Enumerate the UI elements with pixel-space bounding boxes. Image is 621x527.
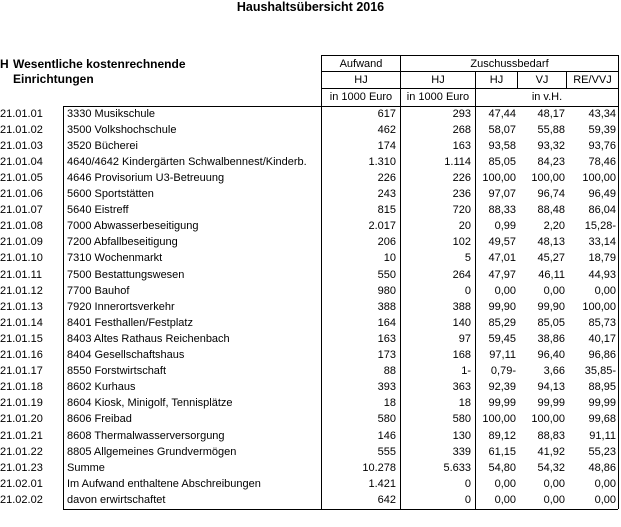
row-percent-hj: 54,80 — [488, 461, 516, 474]
row-name: Im Aufwand enthaltene Abschreibungen — [67, 477, 261, 490]
row-percent-vj: 55,88 — [537, 123, 565, 136]
row-aufwand: 173 — [377, 349, 396, 361]
row-percent-hj: 99,99 — [488, 397, 516, 410]
row-zuschuss-hj: 1- — [461, 365, 471, 378]
row-percent-revvj: 93,76 — [588, 139, 616, 152]
row-name: 8401 Festhallen/Festplatz — [67, 316, 193, 329]
row-aufwand: 462 — [377, 123, 396, 136]
row-percent-hj: 85,05 — [488, 155, 516, 168]
header-vj: VJ — [535, 74, 549, 86]
row-percent-vj: 38,86 — [537, 332, 565, 345]
row-percent-revvj: 33,14 — [588, 236, 616, 249]
row-name: 4640/4642 Kindergärten Schwalbennest/Kinderb. — [67, 155, 307, 168]
body-bottom-line — [63, 509, 618, 510]
row-code: 21.01.16 — [0, 349, 43, 361]
row-aufwand: 393 — [377, 381, 396, 394]
row-percent-revvj: 96,49 — [588, 188, 616, 200]
row-percent-hj: 49,57 — [488, 236, 516, 249]
row-aufwand: 243 — [377, 188, 396, 200]
row-aufwand: 642 — [377, 493, 396, 506]
row-zuschuss-hj: 363 — [452, 381, 471, 394]
row-percent-vj: 0,00 — [543, 477, 565, 490]
row-percent-vj: 41,92 — [537, 445, 565, 458]
row-zuschuss-hj: 0 — [464, 477, 471, 490]
row-aufwand: 2.017 — [368, 220, 396, 233]
row-percent-vj: 99,99 — [537, 397, 565, 410]
row-code: 21.01.10 — [0, 252, 43, 265]
row-zuschuss-hj: 97 — [458, 332, 471, 345]
col-line-aufwand — [400, 55, 401, 509]
section-heading-line2: Einrichtungen — [13, 72, 94, 86]
row-percent-hj: 93,58 — [488, 139, 516, 152]
row-percent-vj: 88,48 — [537, 204, 565, 217]
row-percent-revvj: 99,99 — [588, 397, 616, 410]
row-percent-revvj: 18,79 — [588, 252, 616, 265]
row-percent-hj: 0,00 — [494, 284, 516, 297]
row-code: 21.01.20 — [0, 413, 43, 426]
header-hj-percent: HJ — [489, 74, 504, 86]
header-unit-zuschuss: in 1000 Euro — [406, 91, 470, 103]
row-code: 21.01.21 — [0, 429, 43, 442]
row-percent-hj: 58,07 — [488, 123, 516, 136]
row-percent-hj: 47,97 — [488, 268, 516, 281]
row-percent-hj: 88,33 — [488, 204, 516, 217]
row-name: Summe — [67, 461, 105, 474]
row-code: 21.01.07 — [0, 204, 43, 217]
row-zuschuss-hj: 20 — [458, 220, 471, 233]
header-top-line — [321, 55, 618, 56]
row-aufwand: 146 — [377, 429, 396, 442]
row-code: 21.01.14 — [0, 316, 43, 329]
row-name: 8404 Gesellschaftshaus — [67, 349, 185, 361]
page-title: Haushaltsübersicht 2016 — [236, 0, 385, 14]
row-aufwand: 10 — [383, 252, 396, 265]
row-name: 8805 Allgemeines Grundvermögen — [67, 445, 237, 458]
row-percent-revvj: 88,95 — [588, 381, 616, 394]
row-name: 8606 Freibad — [67, 413, 132, 426]
row-percent-revvj: 86,04 — [588, 204, 616, 217]
row-code: 21.01.01 — [0, 107, 43, 120]
row-zuschuss-hj: 18 — [458, 397, 471, 410]
row-name: 3500 Volkshochschule — [67, 123, 177, 136]
row-name: 7920 Innerortsverkehr — [67, 300, 175, 313]
row-zuschuss-hj: 140 — [452, 316, 471, 329]
row-name: 7310 Wochenmarkt — [67, 252, 163, 265]
row-percent-vj: 46,11 — [538, 268, 565, 281]
row-percent-hj: 100,00 — [482, 413, 516, 426]
row-code: 21.02.02 — [0, 493, 43, 506]
row-percent-vj: 96,40 — [537, 349, 565, 361]
header-mid-line — [321, 71, 618, 72]
row-aufwand: 226 — [377, 171, 396, 184]
row-zuschuss-hj: 339 — [452, 445, 471, 458]
header-unit-aufwand: in 1000 Euro — [329, 91, 393, 103]
row-name: 8403 Altes Rathaus Reichenbach — [67, 332, 230, 345]
row-percent-revvj: 100,00 — [582, 300, 616, 313]
row-name: 4646 Provisorium U3-Betreuung — [67, 171, 225, 184]
row-aufwand: 617 — [377, 107, 396, 120]
section-letter: H — [0, 57, 9, 71]
row-percent-revvj: 0,00 — [594, 284, 616, 297]
row-code: 21.02.01 — [0, 477, 43, 490]
header-revvj: RE/VVJ — [573, 74, 612, 86]
row-percent-hj: 0,00 — [494, 493, 516, 506]
row-percent-revvj: 55,23 — [588, 445, 616, 458]
row-percent-hj: 59,45 — [488, 332, 516, 345]
row-aufwand: 388 — [377, 300, 396, 313]
row-zuschuss-hj: 268 — [452, 123, 471, 136]
row-percent-vj: 48,17 — [537, 107, 565, 120]
row-zuschuss-hj: 293 — [452, 107, 471, 120]
row-name: 7700 Bauhof — [67, 284, 130, 297]
row-zuschuss-hj: 130 — [452, 429, 471, 442]
row-aufwand: 174 — [377, 139, 396, 152]
row-zuschuss-hj: 168 — [452, 349, 471, 361]
row-percent-revvj: 0,00 — [594, 477, 616, 490]
row-aufwand: 10.278 — [362, 461, 396, 474]
row-zuschuss-hj: 0 — [464, 493, 471, 506]
row-percent-hj: 0,79- — [490, 365, 516, 378]
row-code: 21.01.04 — [0, 155, 43, 168]
header-unit-percent: in v.H. — [531, 91, 563, 103]
row-code: 21.01.11 — [0, 268, 43, 281]
row-code: 21.01.06 — [0, 188, 43, 200]
row-name: 5600 Sportstätten — [67, 188, 154, 200]
header-hj-aufwand: HJ — [354, 74, 368, 86]
row-percent-revvj: 15,28- — [584, 220, 616, 233]
row-code: 21.01.13 — [0, 300, 43, 313]
row-percent-vj: 0,00 — [543, 284, 565, 297]
row-code: 21.01.08 — [0, 220, 43, 233]
row-percent-revvj: 35,85- — [584, 365, 616, 378]
row-percent-vj: 96,74 — [537, 188, 565, 200]
row-aufwand: 163 — [377, 332, 396, 345]
row-name: 3520 Bücherei — [67, 139, 138, 152]
row-aufwand: 18 — [383, 397, 396, 410]
row-percent-vj: 99,90 — [537, 300, 565, 313]
header-aufwand: Aufwand — [339, 58, 383, 70]
row-zuschuss-hj: 163 — [452, 139, 471, 152]
row-code: 21.01.02 — [0, 123, 43, 136]
row-percent-revvj: 100,00 — [582, 171, 616, 184]
row-percent-hj: 47,01 — [488, 252, 516, 265]
row-code: 21.01.09 — [0, 236, 43, 249]
row-percent-revvj: 85,73 — [588, 316, 616, 329]
row-percent-revvj: 48,86 — [588, 461, 616, 474]
row-aufwand: 1.421 — [368, 477, 396, 490]
row-percent-vj: 2,20 — [543, 220, 565, 233]
row-percent-revvj: 99,68 — [588, 413, 616, 426]
row-aufwand: 555 — [377, 445, 396, 458]
row-name: 7500 Bestattungswesen — [67, 268, 185, 281]
col-line-left — [63, 106, 64, 509]
row-zuschuss-hj: 580 — [452, 413, 471, 426]
header-hj-zuschuss: HJ — [431, 74, 445, 86]
row-percent-revvj: 43,34 — [588, 107, 616, 120]
row-percent-hj: 92,39 — [488, 381, 516, 394]
row-zuschuss-hj: 0 — [464, 284, 471, 297]
row-code: 21.01.05 — [0, 171, 43, 184]
row-aufwand: 980 — [377, 284, 396, 297]
row-zuschuss-hj: 5.633 — [443, 461, 471, 474]
row-aufwand: 550 — [377, 268, 396, 281]
row-code: 21.01.18 — [0, 381, 43, 394]
row-aufwand: 580 — [377, 413, 396, 426]
row-percent-vj: 100,00 — [531, 413, 565, 426]
row-name: davon erwirtschaftet — [67, 493, 166, 506]
row-percent-vj: 45,27 — [537, 252, 565, 265]
row-percent-vj: 100,00 — [531, 171, 565, 184]
row-code: 21.01.23 — [0, 461, 43, 474]
row-percent-hj: 97,07 — [488, 188, 516, 200]
row-percent-revvj: 96,86 — [588, 349, 616, 361]
row-zuschuss-hj: 102 — [452, 236, 471, 249]
row-name: 8550 Forstwirtschaft — [67, 365, 167, 378]
row-percent-hj: 0,00 — [494, 477, 516, 490]
row-percent-hj: 61,15 — [488, 445, 516, 458]
row-aufwand: 815 — [377, 204, 396, 217]
row-code: 21.01.22 — [0, 445, 43, 458]
row-percent-hj: 47,44 — [488, 107, 516, 120]
row-aufwand: 164 — [377, 316, 396, 329]
row-name: 8608 Thermalwasserversorgung — [67, 429, 225, 442]
row-percent-vj: 93,32 — [537, 139, 565, 152]
row-zuschuss-hj: 5 — [464, 252, 471, 265]
header-unit-line — [321, 88, 618, 89]
row-name: 8602 Kurhaus — [67, 381, 136, 394]
row-percent-vj: 3,66 — [543, 365, 565, 378]
row-percent-vj: 84,23 — [537, 155, 565, 168]
row-code: 21.01.19 — [0, 397, 43, 410]
row-name: 7000 Abwasserbeseitigung — [67, 220, 199, 233]
row-zuschuss-hj: 1.114 — [444, 155, 471, 168]
row-aufwand: 88 — [383, 365, 396, 378]
row-code: 21.01.03 — [0, 139, 43, 152]
row-name: 8604 Kiosk, Minigolf, Tennisplätze — [67, 397, 233, 410]
col-line-name — [321, 55, 322, 509]
row-name: 7200 Abfallbeseitigung — [67, 236, 178, 249]
row-code: 21.01.17 — [0, 365, 43, 378]
col-line-zuschuss — [475, 71, 476, 509]
row-zuschuss-hj: 388 — [452, 300, 471, 313]
row-name: 5640 Eistreff — [67, 204, 129, 217]
row-percent-hj: 85,29 — [488, 316, 516, 329]
header-zuschussbedarf: Zuschussbedarf — [470, 58, 549, 70]
row-percent-revvj: 0,00 — [594, 493, 616, 506]
row-percent-vj: 85,05 — [537, 316, 565, 329]
row-aufwand: 206 — [377, 236, 396, 249]
row-code: 21.01.15 — [0, 332, 43, 345]
row-percent-revvj: 59,39 — [588, 123, 616, 136]
section-heading-line1: Wesentliche kostenrechnende — [13, 57, 186, 71]
row-percent-hj: 97,11 — [489, 349, 516, 361]
row-zuschuss-hj: 720 — [452, 204, 471, 217]
row-zuschuss-hj: 226 — [452, 171, 471, 184]
row-percent-vj: 48,13 — [537, 236, 565, 249]
row-percent-hj: 99,90 — [488, 300, 516, 313]
col-line-right — [618, 55, 619, 509]
row-percent-hj: 89,12 — [488, 429, 516, 442]
row-percent-vj: 88,83 — [537, 429, 565, 442]
row-zuschuss-hj: 236 — [452, 188, 471, 200]
row-percent-revvj: 40,17 — [588, 332, 616, 345]
row-percent-vj: 0,00 — [543, 493, 565, 506]
row-percent-revvj: 91,11 — [589, 429, 616, 442]
row-percent-hj: 100,00 — [482, 171, 516, 184]
row-percent-vj: 94,13 — [537, 381, 565, 394]
row-code: 21.01.12 — [0, 284, 43, 297]
row-percent-revvj: 78,46 — [588, 155, 616, 168]
row-percent-vj: 54,32 — [537, 461, 565, 474]
row-zuschuss-hj: 264 — [452, 268, 471, 281]
row-aufwand: 1.310 — [368, 155, 396, 168]
row-percent-hj: 0,99 — [494, 220, 516, 233]
row-name: 3330 Musikschule — [67, 107, 156, 120]
row-percent-revvj: 44,93 — [588, 268, 616, 281]
